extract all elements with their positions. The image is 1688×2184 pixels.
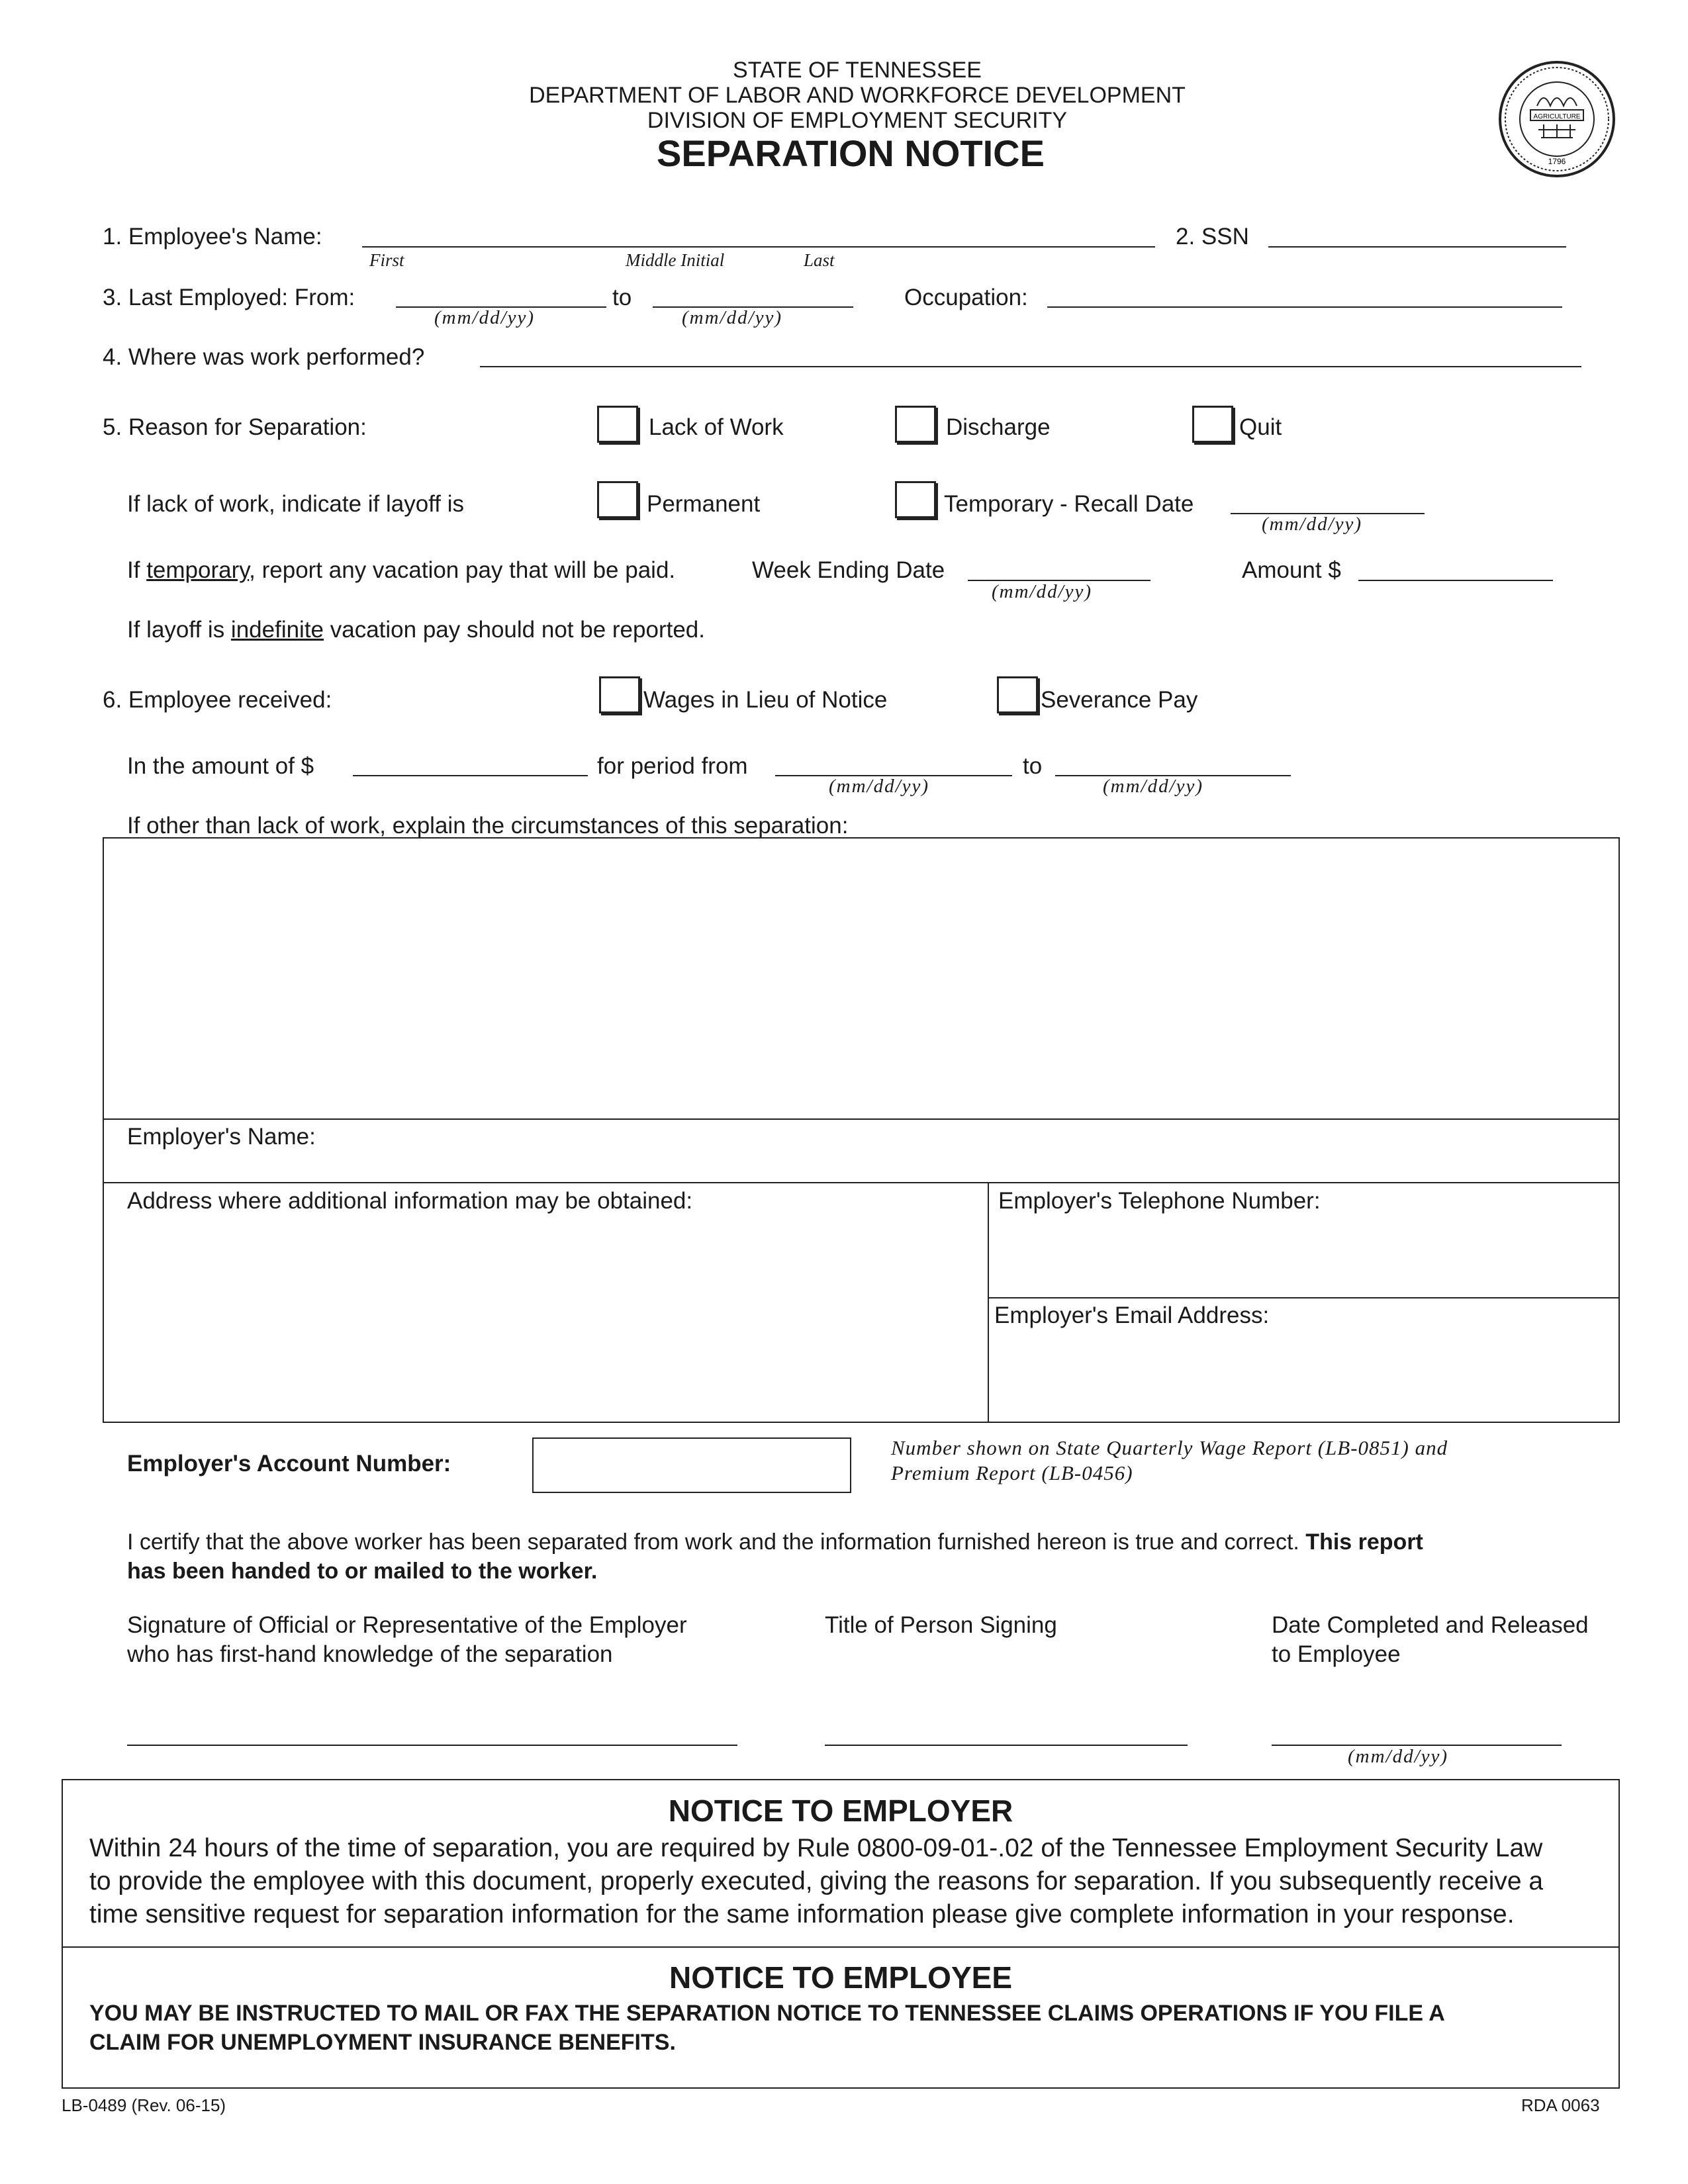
signature-field[interactable] [127,1745,737,1746]
account-number-label: Employer's Account Number: [127,1451,451,1477]
employee-received-label: 6. Employee received: [103,687,332,713]
state-seal-icon [1497,60,1617,179]
notice-to-employer-line-1: Within 24 hours of the time of separation, you are required by Rule 0800-09-01-.02 of the Tennessee Employment Security Law [89,1834,1543,1862]
notice-to-employer-title: NOTICE TO EMPLOYER [668,1794,1013,1828]
certification-handed-text: has been handed to or mailed to the worker. [127,1559,598,1584]
date-released-label-1: Date Completed and Released [1272,1612,1589,1638]
seal-label: AGRICULTURE [1533,113,1581,120]
header-department: DEPARTMENT OF LABOR AND WORKFORCE DEVELOPMENT [529,83,1186,108]
explanation-textarea[interactable] [106,841,1617,1117]
employer-email-field[interactable] [993,1332,1615,1420]
header-division: DIVISION OF EMPLOYMENT SECURITY [647,108,1068,133]
middle-initial-hint: Middle Initial [626,250,725,270]
lack-of-work-checkbox[interactable] [597,406,638,443]
employer-address-field[interactable] [106,1218,983,1420]
divider [62,1946,1620,1948]
title-signing-label: Title of Person Signing [825,1612,1057,1638]
notice-to-employee-title: NOTICE TO EMPLOYEE [669,1960,1012,1995]
page-title: SEPARATION NOTICE [657,132,1045,174]
notice-to-employee-line-1: YOU MAY BE INSTRUCTED TO MAIL OR FAX THE SEPARATION NOTICE TO TENNESSEE CLAIMS OPERATIONS IF YOU FILE A [89,2001,1445,2026]
permanent-checkbox[interactable] [597,481,638,518]
indefinite-layoff-note: If layoff is indefinite vacation pay should not be reported. [127,617,705,643]
work-location-label: 4. Where was work performed? [103,344,425,370]
employer-phone-label: Employer's Telephone Number: [998,1188,1321,1214]
notice-to-employer-line-3: time sensitive request for separation information for the same information please give complete information in your response. [89,1900,1515,1929]
vacation-amount-label: Amount $ [1242,557,1341,583]
week-ending-label: Week Ending Date [752,557,945,583]
divider [103,1118,1620,1120]
employer-phone-field[interactable] [993,1218,1615,1294]
account-number-field[interactable] [532,1437,851,1493]
discharge-checkbox[interactable] [895,406,936,443]
occupation-field[interactable] [1047,306,1562,308]
employer-name-field[interactable] [344,1121,1615,1181]
date-released-label-2: to Employee [1272,1641,1401,1667]
wages-in-lieu-checkbox[interactable] [599,676,640,713]
last-employed-label: 3. Last Employed: From: [103,285,355,310]
ssn-label: 2. SSN [1176,224,1249,250]
seal-year: 1796 [1548,157,1566,166]
notice-to-employee-line-2: CLAIM FOR UNEMPLOYMENT INSURANCE BENEFITS. [89,2030,676,2055]
layoff-type-label: If lack of work, indicate if layoff is [127,491,465,517]
account-number-note-1: Number shown on State Quarterly Wage Report (LB-0851) and [891,1436,1448,1459]
employed-from-hint: (mm/dd/yy) [434,307,536,328]
severance-pay-checkbox[interactable] [997,676,1038,713]
first-name-hint: First [369,250,404,270]
received-amount-field[interactable] [353,775,588,776]
employed-to-hint: (mm/dd/yy) [682,307,783,328]
employee-name-label: 1. Employee's Name: [103,224,322,250]
title-signing-field[interactable] [825,1745,1188,1746]
notice-to-employer-line-2: to provide the employee with this document, properly executed, giving the reasons for separation. If you subsequently receive a [89,1867,1544,1895]
quit-label: Quit [1239,414,1282,440]
temporary-checkbox[interactable] [895,481,936,518]
employer-address-label: Address where additional information may be obtained: [127,1188,693,1214]
divider [988,1297,1620,1298]
recall-date-hint: (mm/dd/yy) [1262,514,1363,535]
rda-code: RDA 0063 [1521,2095,1600,2115]
work-location-field[interactable] [480,366,1581,367]
vacation-pay-instruction: If temporary, report any vacation pay that will be paid. [127,557,676,583]
ssn-field[interactable] [1268,246,1566,248]
employed-to-label: to [612,285,632,310]
employer-name-label: Employer's Name: [127,1124,316,1150]
reason-for-separation-label: 5. Reason for Separation: [103,414,367,440]
lack-of-work-label: Lack of Work [649,414,784,440]
form-id: LB-0489 (Rev. 06-15) [62,2095,226,2115]
date-released-hint: (mm/dd/yy) [1348,1746,1449,1767]
severance-pay-label: Severance Pay [1041,687,1198,713]
wages-in-lieu-label: Wages in Lieu of Notice [643,687,888,713]
period-to-label: to [1023,753,1043,779]
signature-label-1: Signature of Official or Representative of the Employer [127,1612,687,1638]
quit-checkbox[interactable] [1192,406,1233,443]
period-from-hint: (mm/dd/yy) [829,776,930,797]
header-state: STATE OF TENNESSEE [733,58,982,83]
signature-label-2: who has first-hand knowledge of the separation [127,1641,613,1667]
permanent-label: Permanent [647,491,761,517]
temporary-recall-label: Temporary - Recall Date [944,491,1194,517]
discharge-label: Discharge [946,414,1051,440]
employer-email-label: Employer's Email Address: [994,1302,1270,1328]
received-amount-label: In the amount of $ [127,753,314,779]
occupation-label: Occupation: [904,285,1028,310]
divider [988,1182,989,1423]
employee-name-field[interactable] [362,246,1155,248]
vacation-amount-field[interactable] [1358,580,1553,581]
period-to-hint: (mm/dd/yy) [1103,776,1204,797]
divider [103,1182,1620,1183]
certification-text: I certify that the above worker has been separated from work and the information furnished hereon is true and correct. This report [127,1529,1423,1555]
period-from-label: for period from [597,753,748,779]
week-ending-hint: (mm/dd/yy) [992,581,1093,602]
last-name-hint: Last [804,250,835,270]
explain-circumstances-label: If other than lack of work, explain the circumstances of this separation: [127,813,849,839]
account-number-note-2: Premium Report (LB-0456) [891,1461,1133,1484]
